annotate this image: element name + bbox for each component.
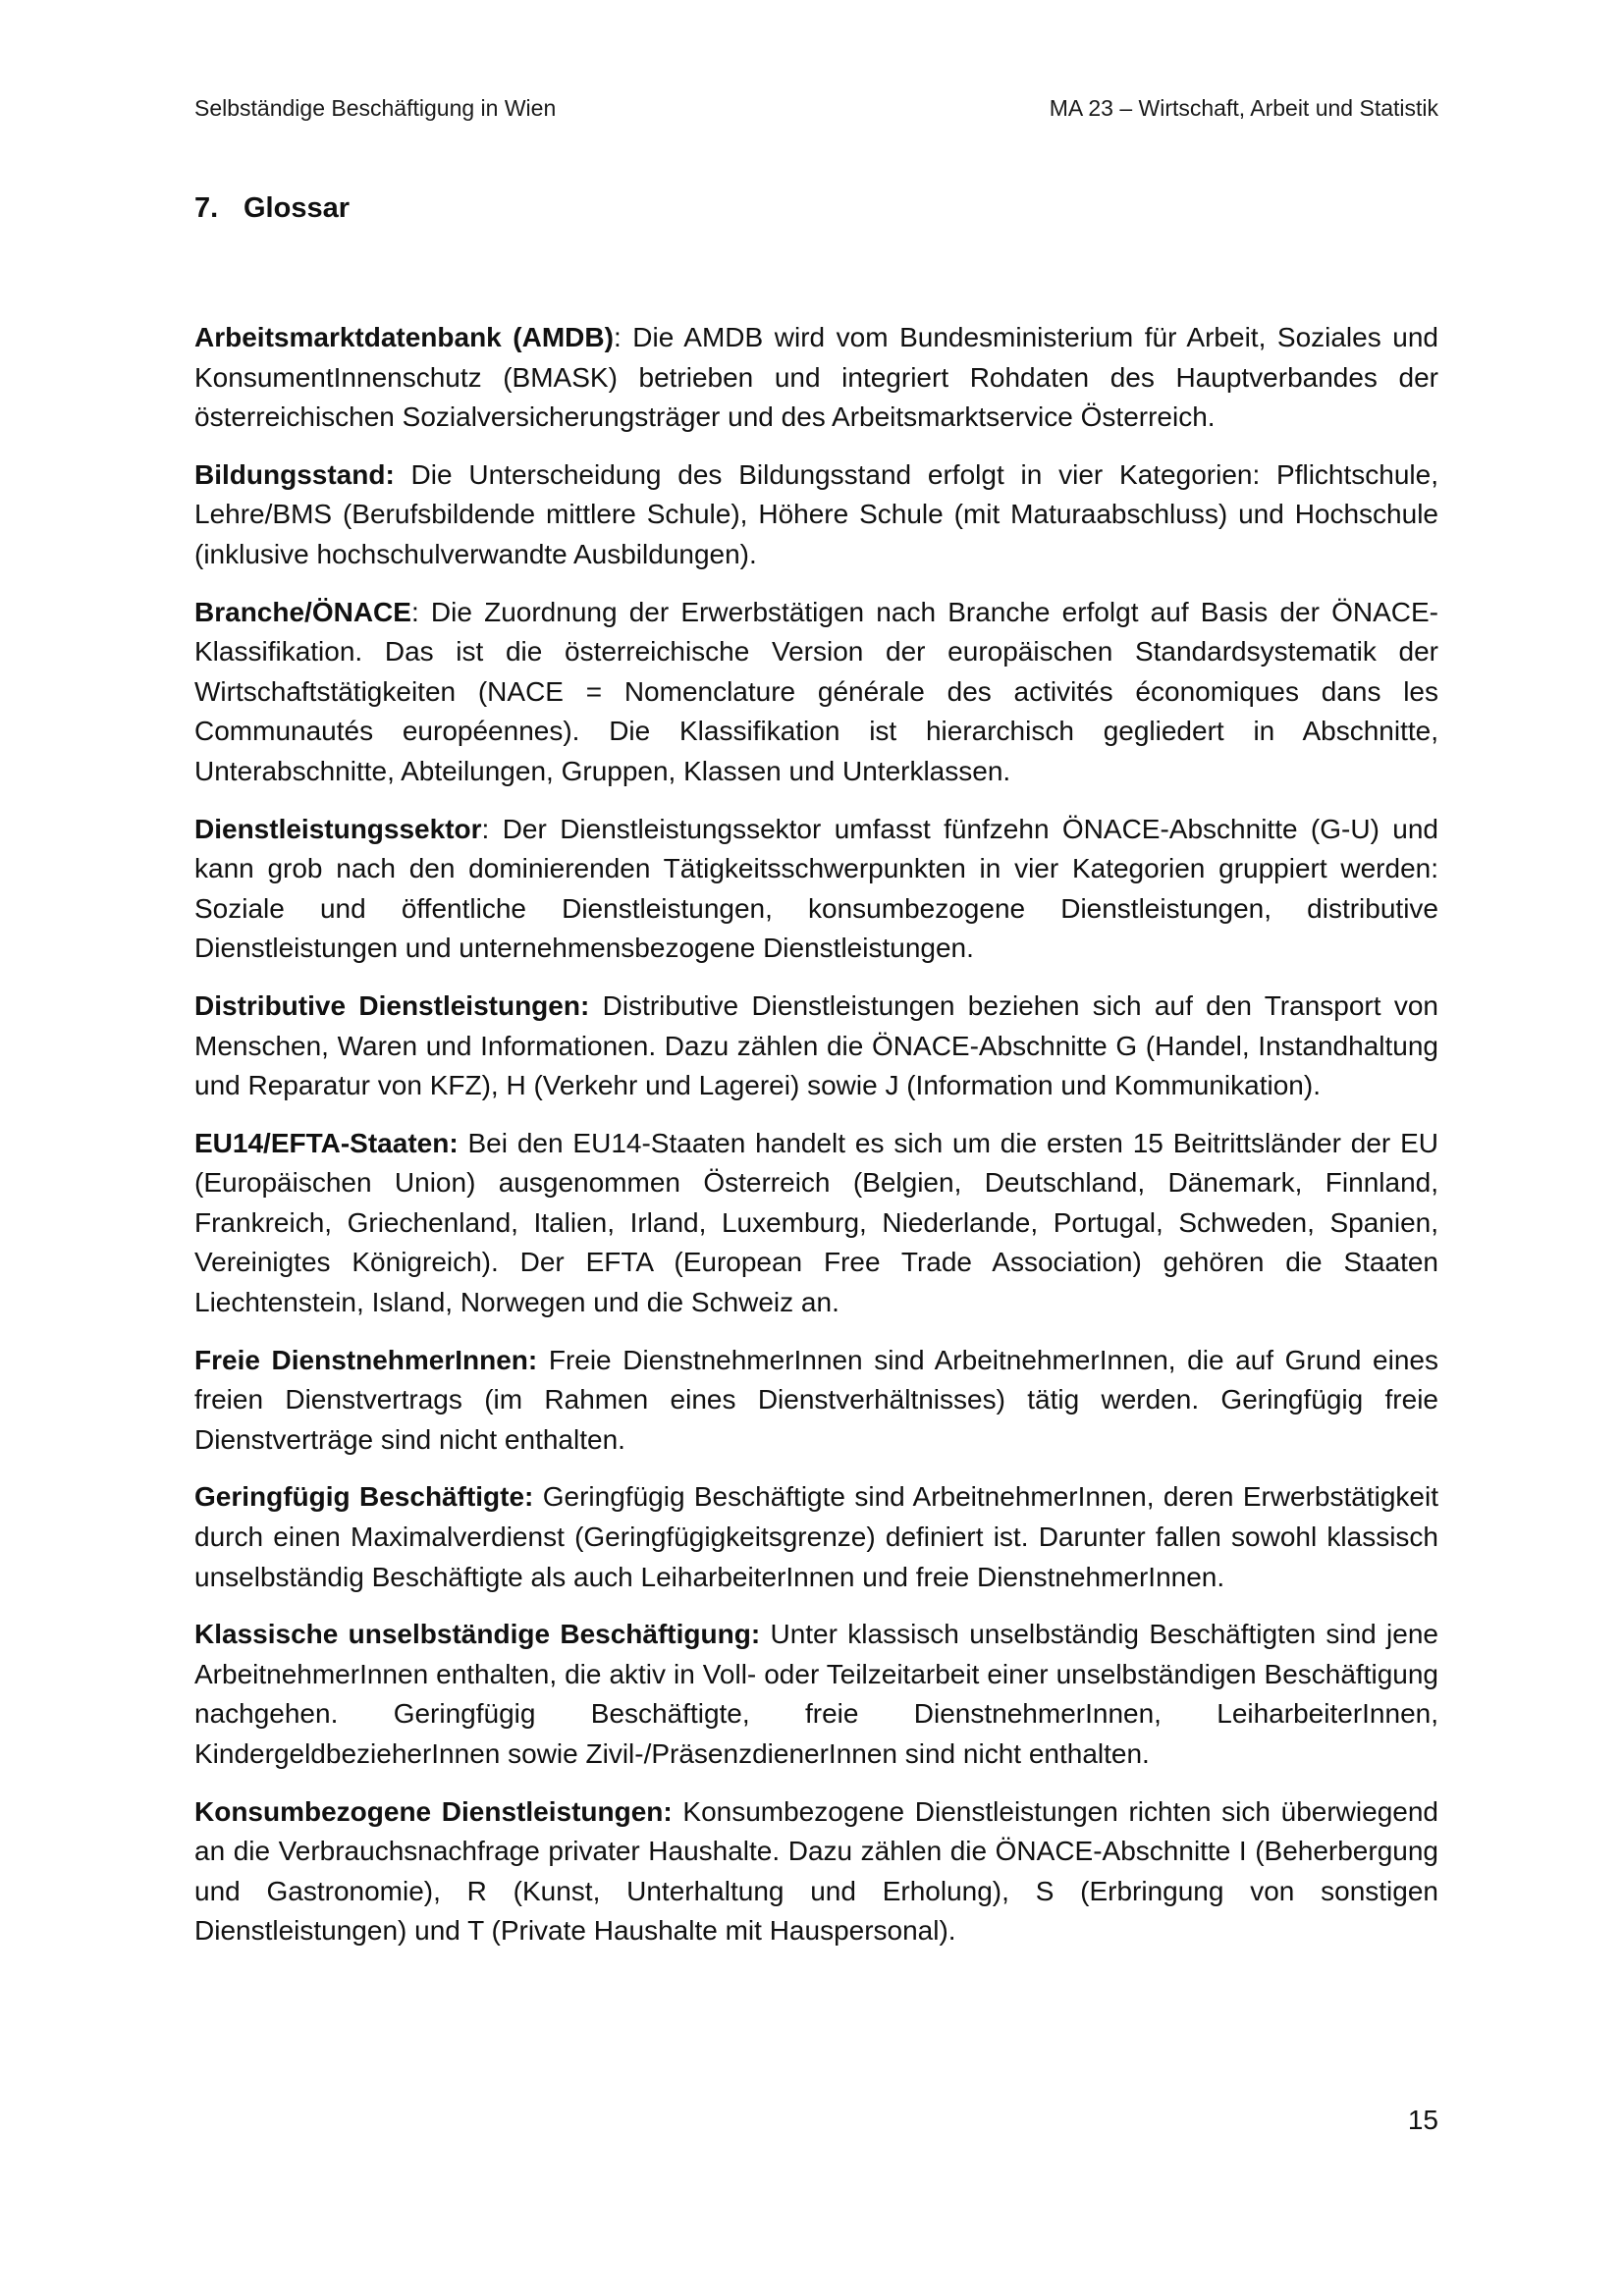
glossary-entry-amdb xyxy=(194,318,1438,438)
glossary-definition: Der Dienstleistungssektor umfasst fünfzehn ÖNACE-Abschnitte (G-U) und kann grob nach den dominierenden Tätigkeitsschwerpunkten in vier Kategorien gruppiert werden: Soziale und öffentliche Dienstleistungen, konsumbezogene Dienstleistungen, distributive Dienstleistungen und unternehmensbezogene Dienstleistungen. xyxy=(194,813,1438,964)
glossary-list xyxy=(194,318,1438,1969)
header-document-title: Selbständige Beschäftigung in Wien xyxy=(194,95,557,121)
glossary-term: Bildungsstand: xyxy=(194,458,395,490)
page-header xyxy=(194,93,1438,123)
glossary-definition: Bei den EU14-Staaten handelt es sich um die ersten 15 Beitrittsländer der EU (Europäischen Union) ausgenommen Österreich (Belgien, Deutschland, Dänemark, Finnland, Frankreich, Griechenland, Italien, Irland, Luxemburg, Niederlande, Portugal, Schweden, Spanien, Vereinigtes Königreich). Der EFTA (European Free Trade Association) gehören die Staaten Liechtenstein, Island, Norwegen und die Schweiz an. xyxy=(194,1127,1438,1318)
glossary-term: Geringfügig Beschäftigte: xyxy=(194,1481,534,1513)
glossary-definition: Konsumbezogene Dienstleistungen richten sich überwiegend an die Verbrauchsnachfrage privater Haushalte. Dazu zählen die ÖNACE-Abschnitte I (Beherbergung und Gastronomie), R (Kunst, Unterhaltung und Erholung), S (Erbringung von sonstigen Dienstleistungen) und T (Private Haushalte mit Hauspersonal). xyxy=(194,1795,1438,1947)
glossary-term: Konsumbezogene Dienstleistungen: xyxy=(194,1795,673,1827)
page-number: 15 xyxy=(1407,2105,1438,2135)
glossary-definition: Die Unterscheidung des Bildungsstand erfolgt in vier Kategorien: Pflichtschule, Lehre/BMS (Berufsbildende mittlere Schule), Höhere Schule (mit Maturaabschluss) und Hochschule (inklusive hochschulverwandte Ausbildungen). xyxy=(194,458,1438,569)
glossary-definition: Die AMDB wird vom Bundesministerium für Arbeit, Soziales und KonsumentInnenschutz (BMASK) betrieben und integriert Rohdaten des Hauptverbandes der österreichischen Sozialversicherungsträger und des Arbeitsmarktservice Österreich. xyxy=(194,322,1438,433)
section-heading xyxy=(194,190,350,226)
glossary-term: Branche/ÖNACE xyxy=(194,596,411,627)
glossary-definition: Die Zuordnung der Erwerbstätigen nach Branche erfolgt auf Basis der ÖNACE-Klassifikation. Das ist die österreichische Version der europäischen Standardsystematik der Wirtschaftstätigkeiten (NACE = Nomenclature générale des activités économiques dans les Communautés européennes). Die Klassifikation ist hierarchisch gegliedert in Abschnitte, Unterabschnitte, Abteilungen, Gruppen, Klassen und Unterklassen. xyxy=(194,596,1438,786)
glossary-term: Arbeitsmarktdatenbank (AMDB) xyxy=(194,322,614,352)
glossary-term: Distributive Dienstleistungen: xyxy=(194,989,590,1021)
glossary-entry-bildungsstand xyxy=(194,455,1438,575)
glossary-term-separator: : xyxy=(481,813,490,844)
glossary-definition: Geringfügig Beschäftigte sind ArbeitnehmerInnen, deren Erwerbstätigkeit durch einen Maximalverdienst (Geringfügigkeitsgrenze) definiert ist. Darunter fallen sowohl klassisch unselbständig Beschäftigte als auch LeiharbeiterInnen und freie DienstnehmerInnen. xyxy=(194,1481,1439,1592)
glossary-entry-klassische-unselbstaendige xyxy=(194,1615,1438,1774)
glossary-term: Klassische unselbständige Beschäftigung: xyxy=(194,1619,761,1650)
glossary-entry-geringfuegig-beschaeftigte xyxy=(194,1477,1438,1597)
glossary-term: Freie DienstnehmerInnen: xyxy=(194,1344,538,1375)
glossary-term-separator: : xyxy=(613,322,622,352)
glossary-term: Dienstleistungssektor xyxy=(194,813,482,844)
header-department: MA 23 – Wirtschaft, Arbeit und Statistik xyxy=(1049,95,1438,121)
glossary-entry-freie-dienstnehmer xyxy=(194,1341,1438,1461)
glossary-definition: Freie DienstnehmerInnen sind ArbeitnehmerInnen, die auf Grund eines freien Dienstvertrags (im Rahmen eines Dienstverhältnisses) tätig werden. Geringfügig freie Dienstverträge sind nicht enthalten. xyxy=(194,1344,1438,1455)
glossary-entry-eu14-efta xyxy=(194,1124,1438,1323)
section-title: Glossar xyxy=(243,192,350,224)
glossary-entry-distributive-dienstleistungen xyxy=(194,987,1438,1106)
glossary-entry-branche-oenace xyxy=(194,593,1438,792)
glossary-term: EU14/EFTA-Staaten: xyxy=(194,1127,459,1158)
glossary-definition: Unter klassisch unselbständig Beschäftigten sind jene ArbeitnehmerInnen enthalten, die aktiv in Voll- oder Teilzeitarbeit einer unselbständigen Beschäftigung nachgehen. Geringfügig Beschäftigte, freie DienstnehmerInnen, LeiharbeiterInnen, KindergeldbezieherInnen sowie Zivil-/PräsenzdienerInnen sind nicht enthalten. xyxy=(194,1619,1438,1769)
glossary-entry-konsumbezogene-dienstleistungen xyxy=(194,1792,1438,1951)
glossary-definition: Distributive Dienstleistungen beziehen sich auf den Transport von Menschen, Waren und Informationen. Dazu zählen die ÖNACE-Abschnitte G (Handel, Instandhaltung und Reparatur von KFZ), H (Verkehr und Lagerei) sowie J (Information und Kommunikation). xyxy=(194,989,1438,1101)
glossary-entry-dienstleistungssektor xyxy=(194,810,1438,969)
glossary-term-separator: : xyxy=(410,596,419,627)
section-number: 7. xyxy=(194,192,219,224)
